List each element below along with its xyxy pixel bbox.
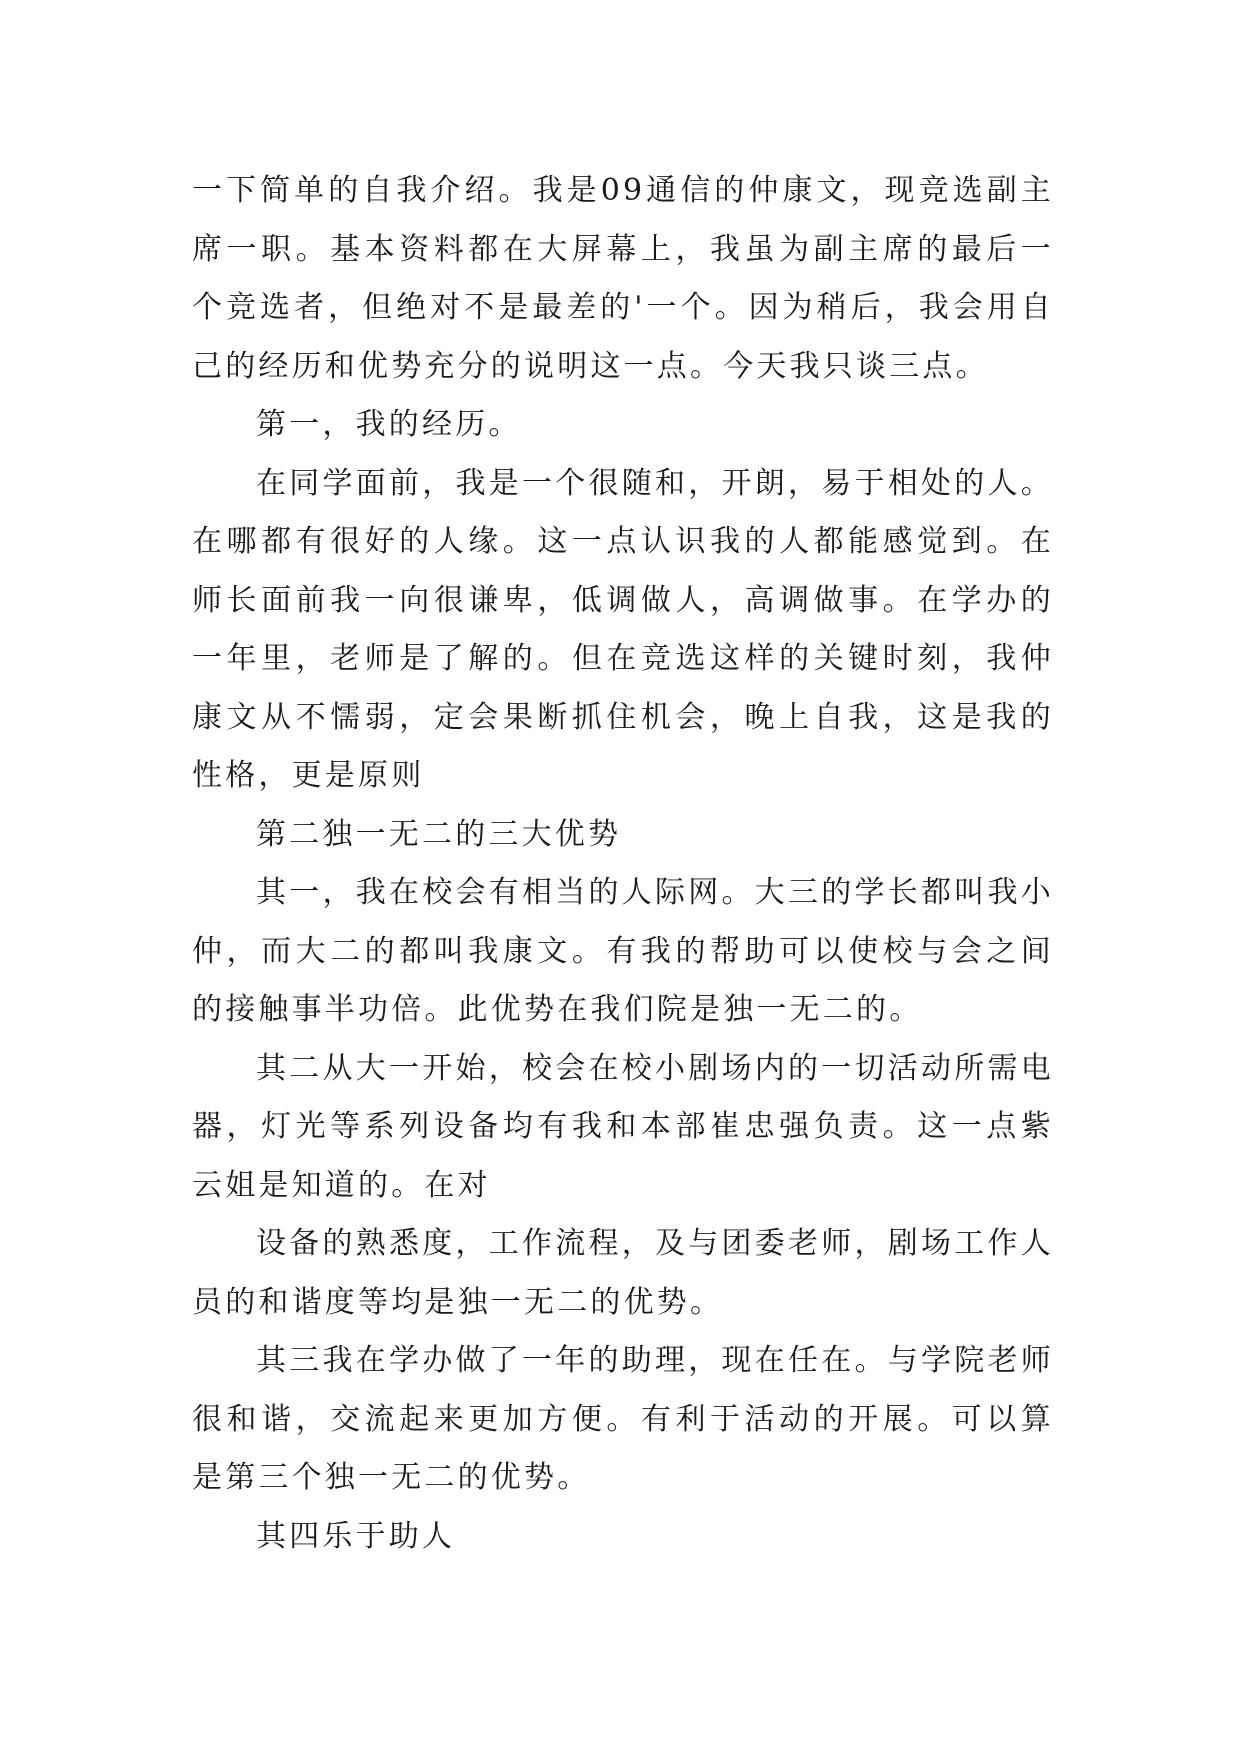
paragraph-advantage-two: 其二从大一开始，校会在校小剧场内的一切活动所需电器，灯光等系列设备均有我和本部崔忠强负责。这一点紫云姐是知道的。在对 <box>192 1050 1054 1203</box>
document-body <box>192 162 1054 1566</box>
paragraph-advantage-two-continued: 设备的熟悉度，工作流程，及与团委老师，剧场工作人员的和谐度等均是独一无二的优势。 <box>192 1226 1054 1320</box>
paragraph-intro: 一下简单的自我介绍。我是09通信的仲康文，现竞选副主席一职。基本资料都在大屏幕上，我虽为副主席的最后一个竞选者，但绝对不是最差的'一个。因为稍后，我会用自己的经历和优势充分的说明这一点。今天我只谈三点。 <box>192 173 1054 384</box>
paragraph-advantage-four: 其四乐于助人 <box>256 1518 456 1554</box>
paragraph-advantage-one: 其一，我在校会有相当的人际网。大三的学长都叫我小仲，而大二的都叫我康文。有我的帮助可以使校与会之间的接触事半功倍。此优势在我们院是独一无二的。 <box>192 875 1054 1027</box>
paragraph-heading-advantages: 第二独一无二的三大优势 <box>256 816 622 852</box>
paragraph-advantage-three: 其三我在学办做了一年的助理，现在任在。与学院老师很和谐，交流起来更加方便。有利于活动的开展。可以算是第三个独一无二的优势。 <box>192 1343 1054 1495</box>
paragraph-heading-experience: 第一，我的经历。 <box>256 407 522 442</box>
paragraph-experience: 在同学面前，我是一个很随和，开朗，易于相处的人。在哪都有很好的人缘。这一点认识我的人都能感觉到。在师长面前我一向很谦卑，低调做人，高调做事。在学办的一年里，老师是了解的。但在竞选这样的关键时刻，我仲康文从不懦弱，定会果断抓住机会，晚上自我，这是我的性格，更是原则 <box>192 465 1054 793</box>
